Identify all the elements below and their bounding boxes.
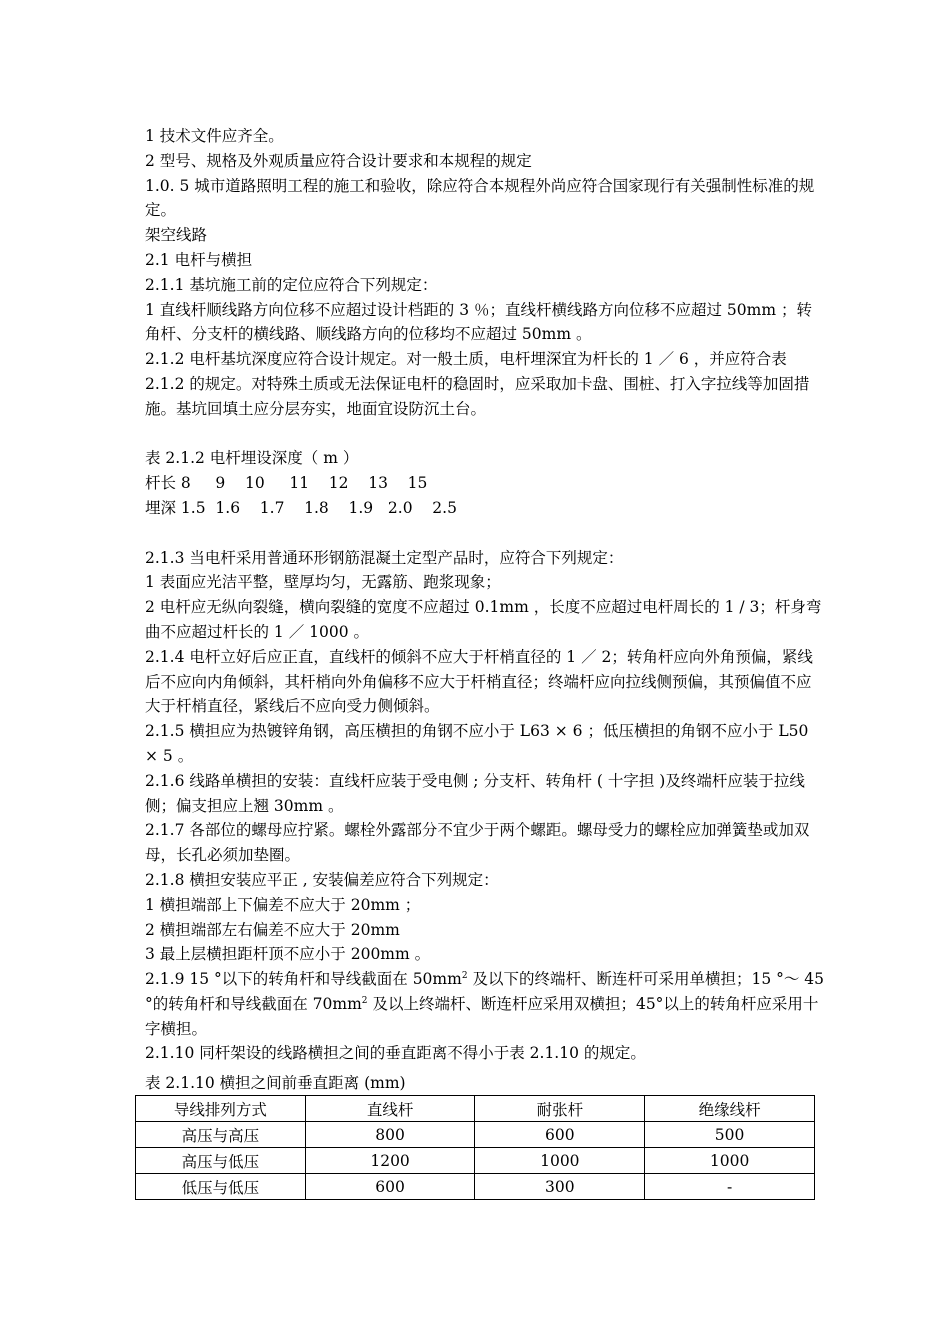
table-header-row	[136, 1096, 815, 1122]
paragraph: 2.1.8 横担安装应平正 , 安装偏差应符合下列规定：	[145, 870, 499, 889]
paragraph: 2.1.5 横担应为热镀锌角钢，高压横担的角钢不应小于 L63 × 6 ；低压横担的角钢不应小于 L50 × 5 。	[145, 722, 809, 765]
superscript: 2	[361, 995, 368, 1006]
text-run: 及以上终端杆、断连杆应采用双横担；45°以上的转角杆应采用十字横担。	[145, 994, 819, 1038]
spacer	[145, 422, 825, 447]
paragraph: 1 直线杆顺线路方向位移不应超过设计档距的 3 ％；直线杆横线路方向位移不应超过 50mm ；转角杆、分支杆的横线路、顺线路方向的位移均不应超过 50mm 。	[145, 300, 812, 344]
paragraph-2-1-9	[145, 967, 825, 1041]
table-row	[136, 1122, 815, 1148]
table-cell: 低压与低压	[136, 1174, 306, 1200]
text-run: 及以下的终端杆、断连杆可采用单横担；15 °～ 45 °的转角杆和导线截面在 70mm	[145, 970, 825, 1013]
table-cell: 高压与高压	[136, 1122, 306, 1148]
paragraph: 2 横担端部左右偏差不应大于 20mm	[145, 920, 400, 939]
table-header-cell: 耐张杆	[475, 1096, 645, 1122]
table-cell: 高压与低压	[136, 1148, 306, 1174]
table-cell: 500	[645, 1122, 815, 1148]
table-row	[136, 1148, 815, 1174]
table-header-cell: 导线排列方式	[136, 1096, 306, 1122]
paragraph: 2 电杆应无纵向裂缝，横向裂缝的宽度不应超过 0.1mm ，长度不应超过电杆周长的 1 / 3；杆身弯曲不应超过杆长的 1 ／ 1000 。	[145, 598, 822, 641]
paragraph: 1 技术文件应齐全。	[145, 127, 284, 145]
paragraph: 2.1.10 同杆架设的线路横担之间的垂直距离不得小于表 2.1.10 的规定。	[145, 1044, 646, 1063]
paragraph: 2.1.4 电杆立好后应正直，直线杆的倾斜不应大于杆梢直径的 1 ／ 2；转角杆应向外角预偏，紧线后不应向内角倾斜，其杆梢向外角偏移不应大于杆梢直径；终端杆应向拉线侧预偏，其预偏值不应大于杆梢直径，紧线后不应向受力侧倾斜。	[145, 647, 813, 716]
table-cell: -	[645, 1174, 815, 1200]
paragraph: 1 横担端部上下偏差不应大于 20mm ；	[145, 895, 421, 914]
paragraph: 2.1.2 电杆基坑深度应符合设计规定。对一般土质，电杆埋深宜为杆长的 1 ／ 6 ，并应符合表 2.1.2 的规定。对特殊土质或无法保证电杆的稳固时，应采取加卡盘、围桩、打入字拉线等加固措施。基坑回填土应分层夯实，地面宜设防沉土台。	[145, 350, 810, 418]
spacer	[145, 521, 825, 546]
table-header-cell: 直线杆	[305, 1096, 475, 1122]
paragraph: 2.1.3 当电杆采用普通环形钢筋混凝土定型产品时，应符合下列规定：	[145, 548, 624, 567]
table-cell: 1200	[305, 1148, 475, 1174]
table-caption: 表 2.1.2 电杆埋设深度（ m ）	[145, 449, 359, 468]
crossarm-distance-table	[135, 1095, 815, 1200]
text-run: 2.1.9 15 °以下的转角杆和导线截面在 50mm	[145, 970, 462, 989]
paragraph: 2 型号、规格及外观质量应符合设计要求和本规程的规定	[145, 151, 532, 170]
table-cell: 1000	[645, 1148, 815, 1174]
table-caption: 表 2.1.10 横担之间前垂直距离 (mm)	[145, 1074, 406, 1092]
superscript: 2	[461, 970, 468, 981]
document-body	[145, 124, 825, 1066]
table-cell: 800	[305, 1122, 475, 1148]
depth-table-row-length: 杆长 8 9 10 11 12 13 15	[145, 474, 428, 493]
paragraph: 1.0. 5 城市道路照明工程的施工和验收，除应符合本规程外尚应符合国家现行有关强制性标准的规定。	[145, 176, 815, 220]
table-row	[136, 1174, 815, 1200]
table-cell: 300	[475, 1174, 645, 1200]
paragraph: 2.1.7 各部位的螺母应拧紧。螺栓外露部分不宜少于两个螺距。螺母受力的螺栓应加弹簧垫或加双母，长孔必须加垫圈。	[145, 821, 810, 865]
table-cell: 1000	[475, 1148, 645, 1174]
paragraph: 3 最上层横担距杆顶不应小于 200mm 。	[145, 945, 431, 964]
paragraph: 2.1.1 基坑施工前的定位应符合下列规定：	[145, 275, 438, 294]
paragraph: 1 表面应光洁平整，壁厚均匀，无露筋、跑浆现象；	[145, 573, 501, 592]
depth-table-row-depth: 埋深 1.5 1.6 1.7 1.8 1.9 2.0 2.5	[145, 498, 457, 517]
table-header-cell: 绝缘线杆	[645, 1096, 815, 1122]
section-heading: 2.1 电杆与横担	[145, 250, 253, 269]
table-cell: 600	[475, 1122, 645, 1148]
paragraph: 2.1.6 线路单横担的安装：直线杆应装于受电侧 ; 分支杆、转角杆 ( 十字担 )及终端杆应装于拉线侧；偏支担应上翘 30mm 。	[145, 771, 805, 815]
section-heading: 架空线路	[145, 226, 208, 245]
table-cell: 600	[305, 1174, 475, 1200]
